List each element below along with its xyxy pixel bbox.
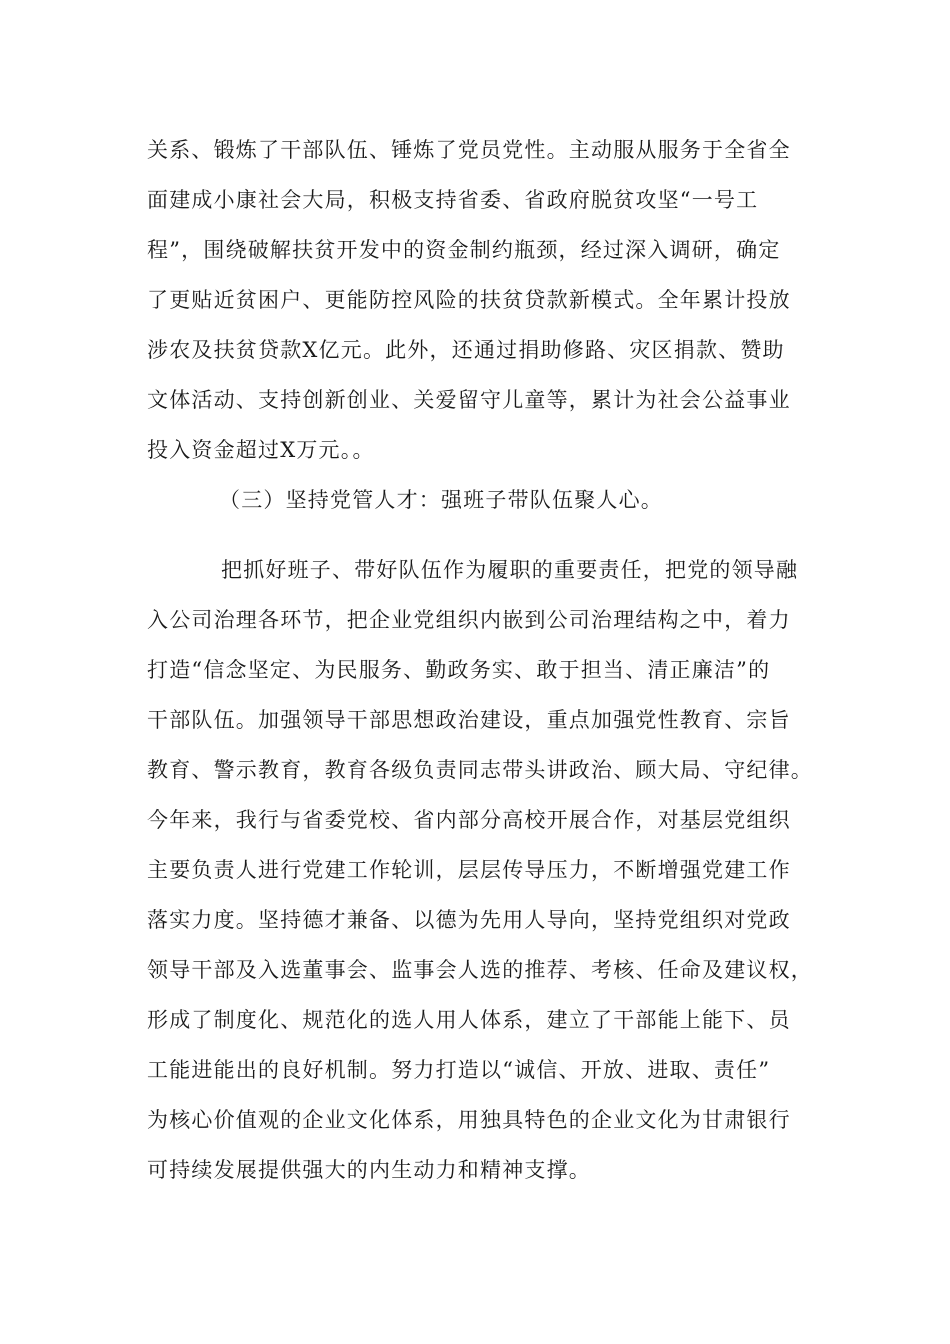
paragraph-line: 入公司治理各环节，把企业党组织内嵌到公司治理结构之中，着力 — [147, 608, 791, 632]
section-heading: （三）坚持党管人才：强班子带队伍聚人心。 — [219, 488, 663, 512]
paragraph-line: 工能进能出的良好机制。努力打造以“诚信、开放、进取、责任” — [147, 1058, 771, 1082]
paragraph-line: 关系、锻炼了干部队伍、锤炼了党员党性。主动服从服务于全省全 — [147, 138, 791, 162]
paragraph-line: 程”，围绕破解扶贫开发中的资金制约瓶颈，经过深入调研，确定 — [147, 238, 781, 262]
paragraph-line: 落实力度。坚持德才兼备、以德为先用人导向，坚持党组织对党政 — [147, 908, 791, 932]
paragraph-line: 投入资金超过X万元。。 — [147, 438, 375, 462]
paragraph-line: 把抓好班子、带好队伍作为履职的重要责任，把党的领导融 — [221, 558, 799, 582]
paragraph-line: 可持续发展提供强大的内生动力和精神支撑。 — [147, 1158, 591, 1182]
paragraph-line: 为核心价值观的企业文化体系，用独具特色的企业文化为甘肃银行 — [147, 1108, 791, 1132]
paragraph-line: 面建成小康社会大局，积极支持省委、省政府脱贫攻坚“一号工 — [147, 188, 759, 212]
paragraph-line: 文体活动、支持创新创业、关爱留守儿童等，累计为社会公益事业 — [147, 388, 791, 412]
paragraph-line: 主要负责人进行党建工作轮训，层层传导压力，不断增强党建工作 — [147, 858, 791, 882]
paragraph-line: 干部队伍。加强领导干部思想政治建设，重点加强党性教育、宗旨 — [147, 708, 791, 732]
paragraph-line: 形成了制度化、规范化的选人用人体系，建立了干部能上能下、员 — [147, 1008, 791, 1032]
paragraph-line: 了更贴近贫困户、更能防控风险的扶贫贷款新模式。全年累计投放 — [147, 288, 791, 312]
paragraph-line: 今年来，我行与省委党校、省内部分高校开展合作，对基层党组织 — [147, 808, 791, 832]
paragraph-line: 涉农及扶贫贷款X亿元。此外，还通过捐助修路、灾区捐款、赞助 — [147, 338, 785, 362]
paragraph-line: 领导干部及入选董事会、监事会人选的推荐、考核、任命及建议权， — [147, 958, 813, 982]
paragraph-line: 打造“信念坚定、为民服务、勤政务实、敢于担当、清正廉洁”的 — [147, 658, 771, 682]
paragraph-line: 教育、警示教育，教育各级负责同志带头讲政治、顾大局、守纪律。 — [147, 758, 813, 782]
